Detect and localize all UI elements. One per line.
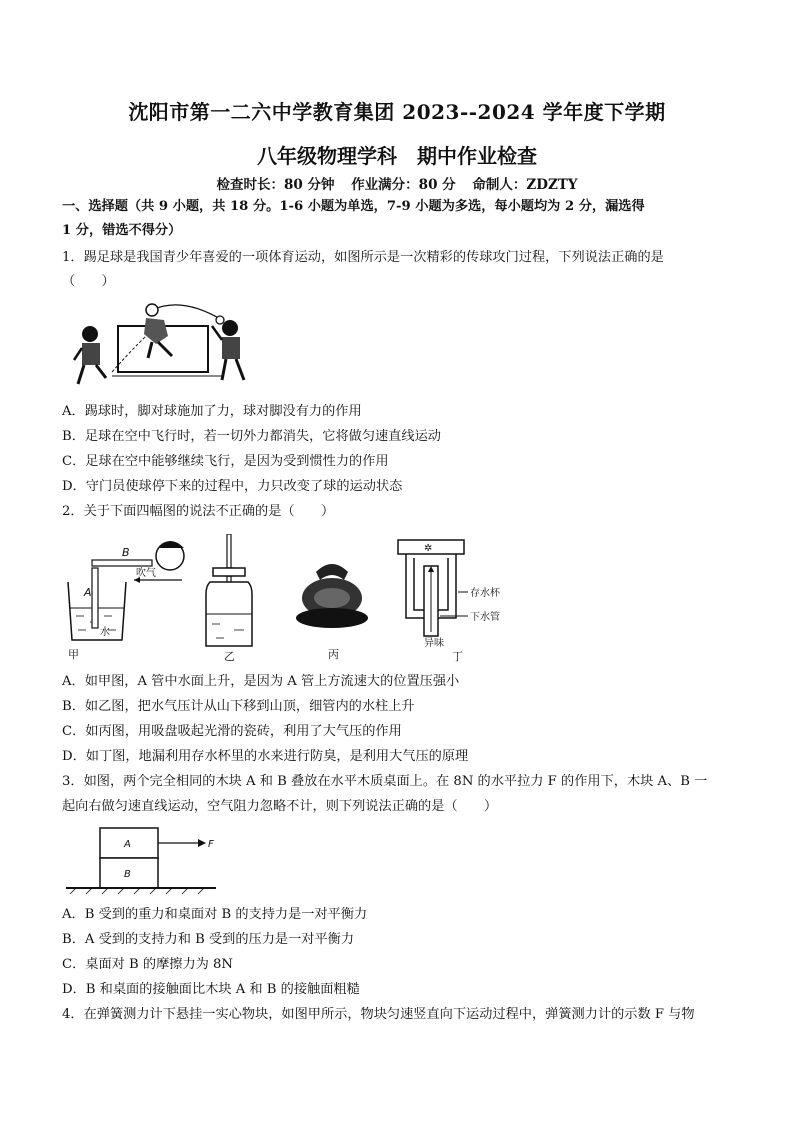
section-heading-cont: 1 分，错选不得分） [62, 223, 182, 238]
q1-stem-cont: （ ） [62, 274, 115, 289]
q2-ding-label-pipe: 下水管 [470, 612, 500, 623]
drain-cover-icon: ✲ [424, 543, 433, 554]
exam-meta [0, 173, 794, 193]
q1-stem: 1．踢足球是我国青少年喜爱的一项体育运动，如图所示是一次精彩的传球攻门过程，下列说法正确的是 [62, 250, 664, 265]
q2-figure-bing [294, 560, 370, 662]
q3-stem-cont: 起向右做匀速直线运动，空气阻力忽略不计，则下列说法正确的是（ ） [62, 799, 498, 814]
q1-option-d: D．守门员使球停下来的过程中，力只改变了球的运动状态 [62, 479, 403, 494]
q3-option-b: B．A 受到的支持力和 B 受到的压力是一对平衡力 [62, 932, 355, 947]
exam-score: 作业满分：80 分 [351, 177, 456, 193]
exam-duration: 检查时长：80 分钟 [216, 177, 335, 193]
q2-option-a: A．如甲图，A 管中水面上升，是因为 A 管上方流速大的位置压强小 [62, 674, 460, 689]
q3-option-c: C．桌面对 B 的摩擦力为 8N [62, 957, 233, 972]
q2-figure-yi [200, 534, 260, 662]
q3-label-a: A [124, 839, 131, 850]
page-title: 沈阳市第一二六中学教育集团 2023--2024 学年度下学期 [128, 100, 666, 124]
q2-figure-jia [64, 530, 194, 662]
q3-option-a: A．B 受到的重力和桌面对 B 的支持力是一对平衡力 [62, 907, 368, 922]
q3-stem: 3．如图，两个完全相同的木块 A 和 B 叠放在水平木质桌面上。在 8N 的水平拉力 F 的作用下，木块 A、B 一 [62, 774, 708, 789]
q2-jia-label-water: 水 [100, 627, 110, 638]
section-heading: 一、选择题（共 9 小题，共 18 分。1-6 小题为单选，7-9 小题为多选，每小题均为 2 分，漏选得 [62, 199, 645, 214]
q3-label-f: F [208, 839, 214, 850]
q2-jia-label-a: A [84, 586, 92, 599]
q1-soccer-figure [72, 298, 267, 390]
q2-caption-yi: 乙 [224, 650, 235, 662]
q3-blocks-figure [66, 824, 226, 896]
q2-stem: 2．关于下面四幅图的说法不正确的是（ ） [62, 504, 335, 519]
q2-option-c: C．如丙图，用吸盘吸起光滑的瓷砖，利用了大气压的作用 [62, 724, 402, 739]
q2-caption-bing: 丙 [328, 648, 339, 661]
q1-option-c: C．足球在空中能够继续飞行，是因为受到惯性力的作用 [62, 454, 389, 469]
q1-option-b: B．足球在空中飞行时，若一切外力都消失，它将做匀速直线运动 [62, 429, 441, 444]
q1-option-a: A．踢球时，脚对球施加了力，球对脚没有力的作用 [62, 404, 362, 419]
q4-stem: 4．在弹簧测力计下悬挂一实心物块，如图甲所示，物块匀速竖直向下运动过程中，弹簧测力计的示数 F 与物 [62, 1007, 695, 1022]
q2-caption-ding: 丁 [452, 650, 463, 663]
exam-author: 命制人：ZDZTY [472, 177, 578, 193]
q2-ding-label-smell: 异味 [424, 638, 444, 649]
q2-option-b: B．如乙图，把水气压计从山下移到山顶，细管内的水柱上升 [62, 699, 415, 714]
q3-label-b: B [124, 869, 131, 880]
q2-figure-ding [396, 536, 516, 664]
q2-ding-label-cup: 存水杯 [470, 588, 500, 599]
q2-jia-label-blow: 吹气 [136, 568, 156, 579]
q3-option-d: D．B 和桌面的接触面比木块 A 和 B 的接触面粗糙 [62, 982, 360, 997]
q2-jia-label-b: B [122, 546, 130, 559]
q2-option-d: D．如丁图，地漏利用存水杯里的水来进行防臭，是利用大气压的原理 [62, 749, 469, 764]
q2-caption-jia: 甲 [68, 648, 79, 661]
page-subtitle: 八年级物理学科 期中作业检查 [257, 144, 537, 168]
